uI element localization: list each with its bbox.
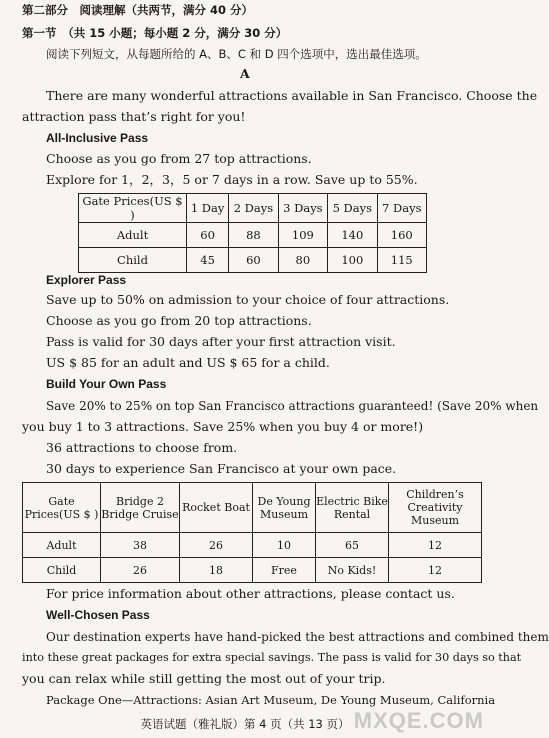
header-line: Prices(US $ ) [24, 507, 99, 521]
header-line: Electric Bike [316, 494, 388, 508]
table-cell: 60 [229, 248, 278, 273]
header-line: Children’s [406, 488, 464, 501]
header-line: Museum [259, 507, 309, 521]
table-cell: 109 [278, 223, 327, 248]
table-row [23, 558, 482, 583]
table-header [23, 483, 101, 533]
table-cell: 12 [389, 533, 482, 558]
table-cell: 100 [328, 248, 377, 273]
explorer-line-1: Save up to 50% on admission to your choice of four attractions. [46, 292, 450, 307]
table-cell: 115 [377, 248, 426, 273]
header-line: De Young [257, 494, 311, 508]
contact-line: For price information about other attractions, please contact us. [46, 586, 455, 601]
table-cell: Free [253, 558, 316, 583]
section-heading [22, 25, 287, 41]
build-own-line-1: Save 20% to 25% on top San Francisco attractions guaranteed! (Save 20% when [46, 399, 539, 413]
well-chosen-line-3: you can relax while still getting the most out of your trip. [22, 671, 386, 686]
table-header-row [23, 483, 482, 533]
all-inclusive-line-1: Choose as you go from 27 top attractions. [46, 151, 312, 166]
table-header: Rocket Boat [180, 483, 253, 533]
header-line: Bridge Cruise [101, 507, 179, 521]
table-cell: Adult [23, 533, 101, 558]
build-own-line-3: 36 attractions to choose from. [46, 440, 238, 455]
table-header [101, 483, 180, 533]
table-cell: 160 [377, 223, 426, 248]
table-cell: 26 [180, 533, 253, 558]
all-inclusive-line-2: Explore for 1，2，3，5 or 7 days in a row. Save up to 55%. [46, 172, 418, 187]
build-own-heading: Build Your Own Pass [46, 377, 167, 391]
table-cell: Child [23, 558, 101, 583]
header-line: Bridge 2 [116, 494, 164, 508]
table-row [23, 533, 482, 558]
intro-line-1: There are many wonderful attractions available in San Francisco. Choose the [46, 88, 538, 103]
header-line: Rental [333, 507, 371, 521]
table-cell: 18 [180, 558, 253, 583]
table-cell: 10 [253, 533, 316, 558]
table-header-row [79, 194, 427, 223]
section-text: 第一节 （共 15 小题；每小题 2 分，满分 30 分） [22, 26, 288, 40]
all-inclusive-heading: All-Inclusive Pass [46, 131, 149, 145]
instruction-text: 阅读下列短文，从每题所给的 A、B、C 和 D 四个选项中，选出最佳选项。 [46, 47, 427, 61]
table-header [389, 483, 482, 533]
watermark-logo: MXQE.COM [353, 708, 484, 733]
well-chosen-line-2: into these great packages for extra special savings. The pass is valid for 30 days so that [22, 651, 522, 664]
all-inclusive-price-table [78, 193, 427, 273]
explorer-line-2: Choose as you go from 20 top attractions. [46, 313, 312, 328]
part-heading: 第二部分 阅读理解（共两节，满分 40 分） [22, 3, 254, 17]
table-cell: 140 [328, 223, 377, 248]
table-header [253, 483, 316, 533]
table-cell: 88 [229, 223, 278, 248]
table-header: 3 Days [278, 194, 327, 223]
table-cell: 80 [278, 248, 327, 273]
table-cell: 38 [101, 533, 180, 558]
build-own-line-4: 30 days to experience San Francisco at your own pace. [46, 461, 397, 476]
table-cell: No Kids! [316, 558, 389, 583]
header-line: Creativity Museum [407, 501, 463, 527]
table-cell: 12 [389, 558, 482, 583]
well-chosen-heading: Well-Chosen Pass [46, 608, 150, 622]
table-cell: 65 [316, 533, 389, 558]
table-cell: 26 [101, 558, 180, 583]
table-cell: Child [79, 248, 187, 273]
well-chosen-line-4: Package One—Attractions: Asian Art Museum, De Young Museum, California [46, 693, 496, 707]
build-own-price-table [22, 482, 482, 583]
table-header: 5 Days [328, 194, 377, 223]
intro-line-2: attraction pass that’s right for you! [22, 109, 246, 124]
table-row [79, 248, 427, 273]
header-line: Gate [48, 494, 75, 508]
table-cell: Adult [79, 223, 187, 248]
table-header: 1 Day [187, 194, 229, 223]
table-cell: 60 [187, 223, 229, 248]
explorer-line-3: Pass is valid for 30 days after your first attraction visit. [46, 334, 396, 349]
well-chosen-line-1: Our destination experts have hand-picked the best attractions and combined them [46, 630, 549, 644]
passage-letter: A [240, 66, 250, 81]
page-footer: 英语试题（雅礼版）第 4 页（共 13 页） [140, 717, 350, 731]
explorer-line-4: US $ 85 for an adult and US $ 65 for a child. [46, 355, 330, 370]
build-own-line-2: you buy 1 to 3 attractions. Save 25% when you buy 4 or more!) [22, 419, 424, 434]
table-cell: 45 [187, 248, 229, 273]
table-header: 7 Days [377, 194, 426, 223]
table-header: 2 Days [229, 194, 278, 223]
table-row [79, 223, 427, 248]
table-header [316, 483, 389, 533]
table-header: Gate Prices(US $ ) [79, 194, 187, 223]
explorer-heading: Explorer Pass [46, 273, 127, 287]
